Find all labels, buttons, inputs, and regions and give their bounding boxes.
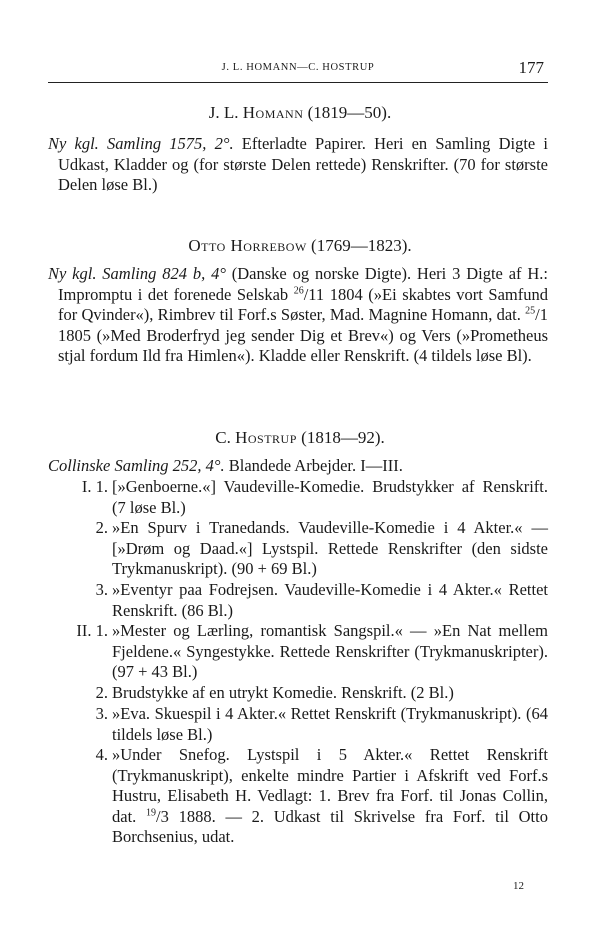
item-text: »Eva. Skuespil i 4 Akter.« Rettet Renskrift (Trykmanuskript). (64 tildels løse Bl.): [112, 704, 548, 744]
collection-ref: Ny kgl. Samling 824 b, 4°: [48, 264, 226, 283]
section-heading-hostrup: C. Hostrup (1818—92).: [215, 428, 385, 447]
author-name: Otto Horrebow: [188, 236, 307, 255]
date-day: 26: [293, 285, 304, 296]
list-item: [48, 621, 548, 683]
list-item: [48, 745, 548, 848]
item-number: 2.: [95, 683, 108, 702]
date-month: /3: [156, 806, 169, 826]
entry-hostrup: Collinske Samling 252, 4°. Blandede Arbejder. I—III.: [48, 456, 403, 475]
entry-horrebow: Ny kgl. Samling 824 b, 4° (Danske og norske Digte). Heri 3 Digte af H.: Impromptu i det forenede Selskab $^{26}$/11 1804 (»Ei skabtes vort Samfund for Qvinder«), Rimbrev til Forf.s Søster, Mad. Magnine Homann, dat. $^{25}$/1 1805 (»Med Broderfryd jeg sender Dig et Brev«) og Vers (»Prometheus stjal fordum Ild fra Himlen«). Kladde eller Renskrift. (4 tildels løse Bl).: [48, 264, 548, 365]
item-number: 3.: [95, 580, 108, 599]
entry-homann: Ny kgl. Samling 1575, 2°. Efterladte Papirer. Heri en Samling Digte i Udkast, Kladder og (for største Delen rettede) Renskrifter. (70 for største Delen løse Bl.): [48, 134, 549, 194]
date-day: 19: [146, 807, 157, 818]
item-text: »Eventyr paa Fodrejsen. Vaudeville-Komedie i 4 Akter.« Rettet Renskrift. (86 Bl.): [112, 580, 548, 620]
item-text: Brudstykke af en utrykt Komedie. Renskrift. (2 Bl.): [112, 683, 454, 702]
item-number: I. 1.: [81, 477, 108, 496]
running-title: J. L. HOMANN—C. HOSTRUP: [221, 62, 375, 73]
page-number: 177: [518, 58, 544, 77]
author-name: Hostrup: [235, 428, 297, 447]
item-number: 4.: [95, 745, 108, 764]
signature-mark: 12: [513, 880, 524, 892]
date-month: /1: [535, 305, 548, 324]
section-heading-homann: J. L. Homann (1819—50).: [208, 103, 392, 122]
list-item: [48, 704, 548, 745]
item-number: II. 1.: [76, 621, 108, 640]
item-number: 3.: [95, 704, 108, 723]
running-header: [48, 58, 548, 83]
collection-ref: Collinske Samling 252, 4°.: [48, 456, 225, 475]
item-text: »Under Snefog. Lystspil i 5 Akter.« Rettet Renskrift (Trykmanuskript), enkelte mindre Partier i Afskrift ved Forf.s Hustru, Elisabeth H. Vedlagt: 1. Brev fra Forf. til Jonas Collin, dat. $^{19}$/3 1888. — 2. Udkast til Skrivelse fra Forf. til Otto Borchsenius, udat.: [112, 745, 548, 846]
list-item: [48, 518, 548, 580]
list-item: [48, 683, 548, 704]
item-number: 2.: [95, 518, 108, 537]
item-text: »En Spurv i Tranedands. Vaudeville-Komedie i 4 Akter.« — [»Drøm og Daad.«] Lystspil. Rettede Renskrifter (den sidste Trykmanuskript). (90 + 69 Bl.): [112, 518, 548, 578]
list-item: [48, 477, 548, 518]
author-name: Homann: [242, 103, 304, 122]
date-month: /11: [303, 284, 325, 304]
date-day: 25: [525, 305, 536, 317]
list-item: [48, 580, 548, 621]
collection-ref: Ny kgl. Samling 1575, 2°.: [48, 134, 234, 153]
item-text: »Mester og Lærling, romantisk Sangspil.« — »En Nat mellem Fjeldene.« Syngestykke. Rettede Renskrifter (Trykmanuskripter). (97 + 43 Bl.): [112, 621, 548, 681]
item-text: [»Genboerne.«] Vaudeville-Komedie. Brudstykker af Renskrift. (7 løse Bl.): [112, 477, 548, 517]
section-heading-horrebow: Otto Horrebow (1769—1823).: [188, 236, 412, 255]
